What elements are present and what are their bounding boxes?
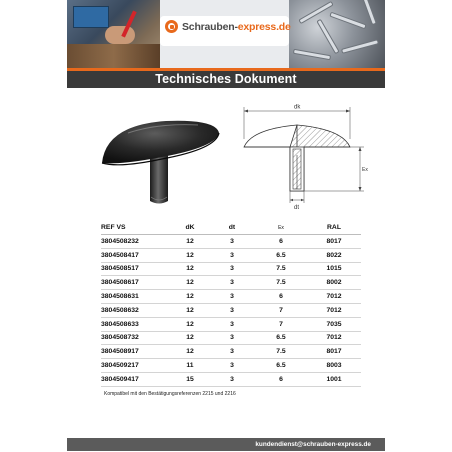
workshop-photo xyxy=(67,0,160,68)
cell-ref: 3804508517 xyxy=(101,262,171,276)
cell-ref: 3804509417 xyxy=(101,372,171,386)
cell-ral: 7012 xyxy=(307,290,361,304)
cell-dt: 3 xyxy=(209,331,255,345)
cell-dt: 3 xyxy=(209,262,255,276)
col-dk: dK xyxy=(171,221,209,235)
cell-ex: 7 xyxy=(255,317,307,331)
cell-ral: 7035 xyxy=(307,317,361,331)
cell-dt: 3 xyxy=(209,303,255,317)
cell-ex: 6.5 xyxy=(255,331,307,345)
cell-ex: 6.5 xyxy=(255,359,307,373)
cell-dk: 12 xyxy=(171,303,209,317)
cell-ral: 1015 xyxy=(307,262,361,276)
table-row xyxy=(101,317,361,331)
cell-ral: 8003 xyxy=(307,359,361,373)
cell-dk: 12 xyxy=(171,331,209,345)
col-ex: Ex xyxy=(255,221,307,235)
cell-dt: 3 xyxy=(209,248,255,262)
table-row xyxy=(101,235,361,249)
cell-ex: 6.5 xyxy=(255,248,307,262)
cell-ral: 1001 xyxy=(307,372,361,386)
table-row xyxy=(101,345,361,359)
dk-label: dk xyxy=(294,104,301,111)
cell-dt: 3 xyxy=(209,372,255,386)
cell-ref: 3804508917 xyxy=(101,345,171,359)
table-row xyxy=(101,262,361,276)
cell-dk: 12 xyxy=(171,276,209,290)
table-row xyxy=(101,359,361,373)
footer-bar xyxy=(67,438,385,451)
cell-ex: 7.5 xyxy=(255,276,307,290)
col-ral: RAL xyxy=(307,221,361,235)
cell-ral: 7012 xyxy=(307,331,361,345)
page-title: Technisches Dokument xyxy=(155,72,297,86)
cell-ref: 3804508633 xyxy=(101,317,171,331)
cell-ral: 8017 xyxy=(307,345,361,359)
cell-ref: 3804508417 xyxy=(101,248,171,262)
cell-dk: 12 xyxy=(171,290,209,304)
table-row xyxy=(101,303,361,317)
table-row xyxy=(101,290,361,304)
cell-dk: 12 xyxy=(171,317,209,331)
cell-ral: 7012 xyxy=(307,303,361,317)
dt-label: dt xyxy=(294,205,300,211)
table-row xyxy=(101,372,361,386)
cell-ex: 6 xyxy=(255,290,307,304)
cell-ref: 3804508617 xyxy=(101,276,171,290)
cell-ex: 7 xyxy=(255,303,307,317)
cell-ref: 3804508732 xyxy=(101,331,171,345)
technical-drawing xyxy=(234,103,374,213)
support-email-link[interactable]: kundendienst@schrauben-express.de xyxy=(255,441,371,448)
table-row xyxy=(101,331,361,345)
cell-ral: 8022 xyxy=(307,248,361,262)
table-row xyxy=(101,248,361,262)
cell-dt: 3 xyxy=(209,276,255,290)
header-banner xyxy=(67,0,385,68)
logo-icon xyxy=(165,20,178,33)
cell-ex: 6 xyxy=(255,372,307,386)
table-header-row xyxy=(101,221,361,235)
title-bar xyxy=(67,71,385,88)
cell-ref: 3804508232 xyxy=(101,235,171,249)
screws-photo xyxy=(289,0,385,68)
col-dt: dt xyxy=(209,221,255,235)
logo-text: Schrauben-express.de xyxy=(182,21,291,33)
cell-dt: 3 xyxy=(209,235,255,249)
col-ref: REF VS xyxy=(101,221,171,235)
cell-dt: 3 xyxy=(209,345,255,359)
cell-ral: 8017 xyxy=(307,235,361,249)
cell-ex: 6 xyxy=(255,235,307,249)
cell-dt: 3 xyxy=(209,359,255,373)
ex-label: Ex xyxy=(362,167,368,173)
cell-ex: 7.5 xyxy=(255,262,307,276)
table-row xyxy=(101,276,361,290)
compatibility-note: Kompatibel mit den Bestätigungsreferenzen 2215 und 2216 xyxy=(104,391,236,397)
product-photo xyxy=(98,113,223,208)
cell-ref: 3804509217 xyxy=(101,359,171,373)
cell-ref: 3804508632 xyxy=(101,303,171,317)
cell-dk: 15 xyxy=(171,372,209,386)
cell-dk: 12 xyxy=(171,345,209,359)
cell-dk: 12 xyxy=(171,262,209,276)
cell-ref: 3804508631 xyxy=(101,290,171,304)
cell-ral: 8002 xyxy=(307,276,361,290)
cell-dk: 12 xyxy=(171,248,209,262)
cell-ex: 7.5 xyxy=(255,345,307,359)
cell-dk: 12 xyxy=(171,235,209,249)
cell-dt: 3 xyxy=(209,317,255,331)
cell-dt: 3 xyxy=(209,290,255,304)
cell-dk: 11 xyxy=(171,359,209,373)
spec-table xyxy=(101,221,361,387)
